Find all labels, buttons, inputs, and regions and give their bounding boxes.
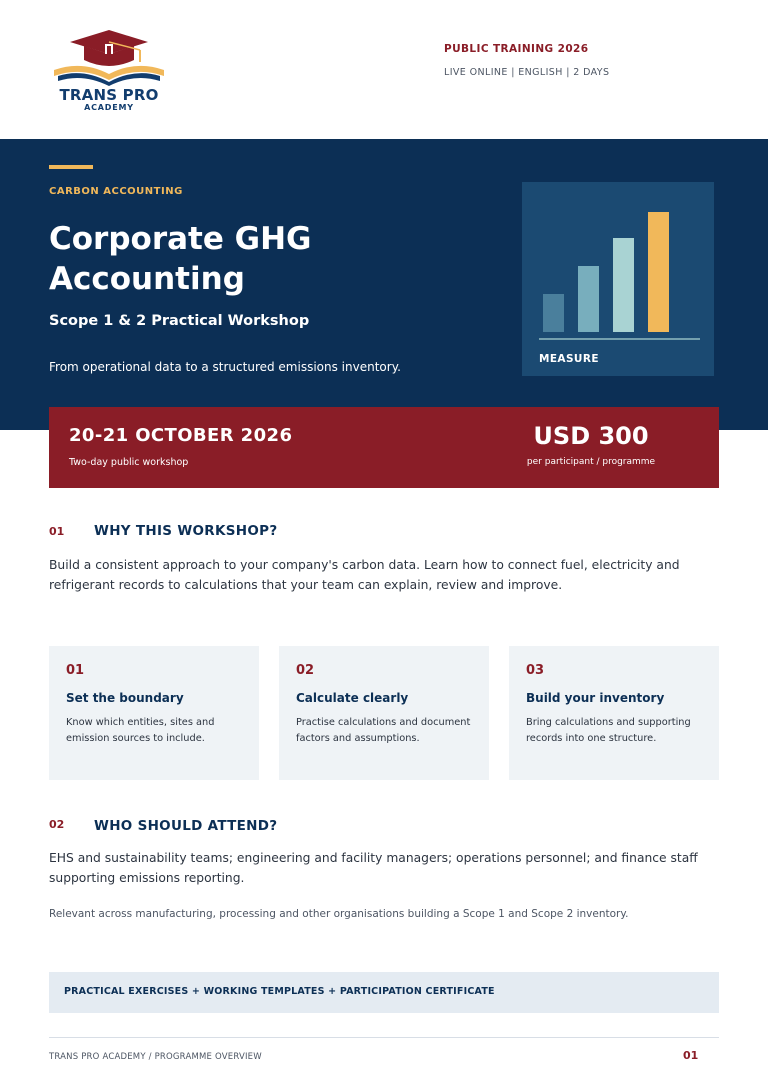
card-title: Build your inventory <box>526 691 665 705</box>
card-text: Bring calculations and supporting records into one structure. <box>526 717 691 744</box>
section-title-why: WHY THIS WORKSHOP? <box>94 523 278 539</box>
bar-chart-icon <box>522 182 714 376</box>
benefits-text: PRACTICAL EXERCISES + WORKING TEMPLATES + PARTICIPATION CERTIFICATE <box>64 986 495 997</box>
measure-bar <box>578 266 599 332</box>
hero-subtitle: Scope 1 & 2 Practical Workshop <box>49 313 310 329</box>
workshop-date: 20-21 OCTOBER 2026 <box>69 425 293 446</box>
measure-bar <box>543 294 564 332</box>
section-number: 01 <box>49 525 65 538</box>
who-paragraph: EHS and sustainability teams; engineering and facility managers; operations personnel; and finance staff supporting emissions reporting. <box>49 851 698 885</box>
logo-subtitle: ACADEMY <box>84 103 134 112</box>
who-note: Relevant across manufacturing, processing and other organisations building a Scope 1 and Scope 2 inventory. <box>49 908 629 920</box>
card-title: Set the boundary <box>66 691 184 705</box>
feature-card <box>49 646 259 780</box>
card-text: Know which entities, sites and emission sources to include. <box>66 717 215 744</box>
footer-divider <box>49 1037 719 1038</box>
feature-card <box>279 646 489 780</box>
hero-kicker: CARBON ACCOUNTING <box>49 186 183 197</box>
card-number: 01 <box>66 663 85 678</box>
footer-label: TRANS PRO ACADEMY / PROGRAMME OVERVIEW <box>49 1052 262 1062</box>
card-number: 03 <box>526 663 545 678</box>
training-meta: LIVE ONLINE | ENGLISH | 2 DAYS <box>444 67 610 78</box>
accent-rule <box>49 165 93 169</box>
section-title-who: WHO SHOULD ATTEND? <box>94 818 278 834</box>
page-header <box>0 0 768 139</box>
workshop-price-note: per participant / programme <box>526 457 656 467</box>
card-text: Practise calculations and document factors and assumptions. <box>296 717 471 744</box>
page-number: 01 <box>683 1049 699 1062</box>
training-label: PUBLIC TRAINING 2026 <box>444 43 589 55</box>
page-title: Corporate GHG Accounting <box>49 221 312 297</box>
measure-label: MEASURE <box>539 353 599 365</box>
why-paragraph: Build a consistent approach to your company's carbon data. Learn how to connect fuel, electricity and refrigerant records to calculations that your team can explain, review and improve. <box>49 558 680 592</box>
workshop-date-note: Two-day public workshop <box>69 457 189 468</box>
card-number: 02 <box>296 663 315 678</box>
card-title: Calculate clearly <box>296 691 409 705</box>
measure-card <box>522 182 714 376</box>
benefits-bar <box>49 972 719 1013</box>
logo-title: TRANS PRO <box>59 86 159 104</box>
measure-bar <box>613 238 634 332</box>
hero-description: From operational data to a structured emissions inventory. <box>49 360 401 374</box>
feature-card <box>509 646 719 780</box>
section-number: 02 <box>49 818 65 831</box>
workshop-price: USD 300 <box>533 422 649 450</box>
measure-bar <box>648 212 669 332</box>
